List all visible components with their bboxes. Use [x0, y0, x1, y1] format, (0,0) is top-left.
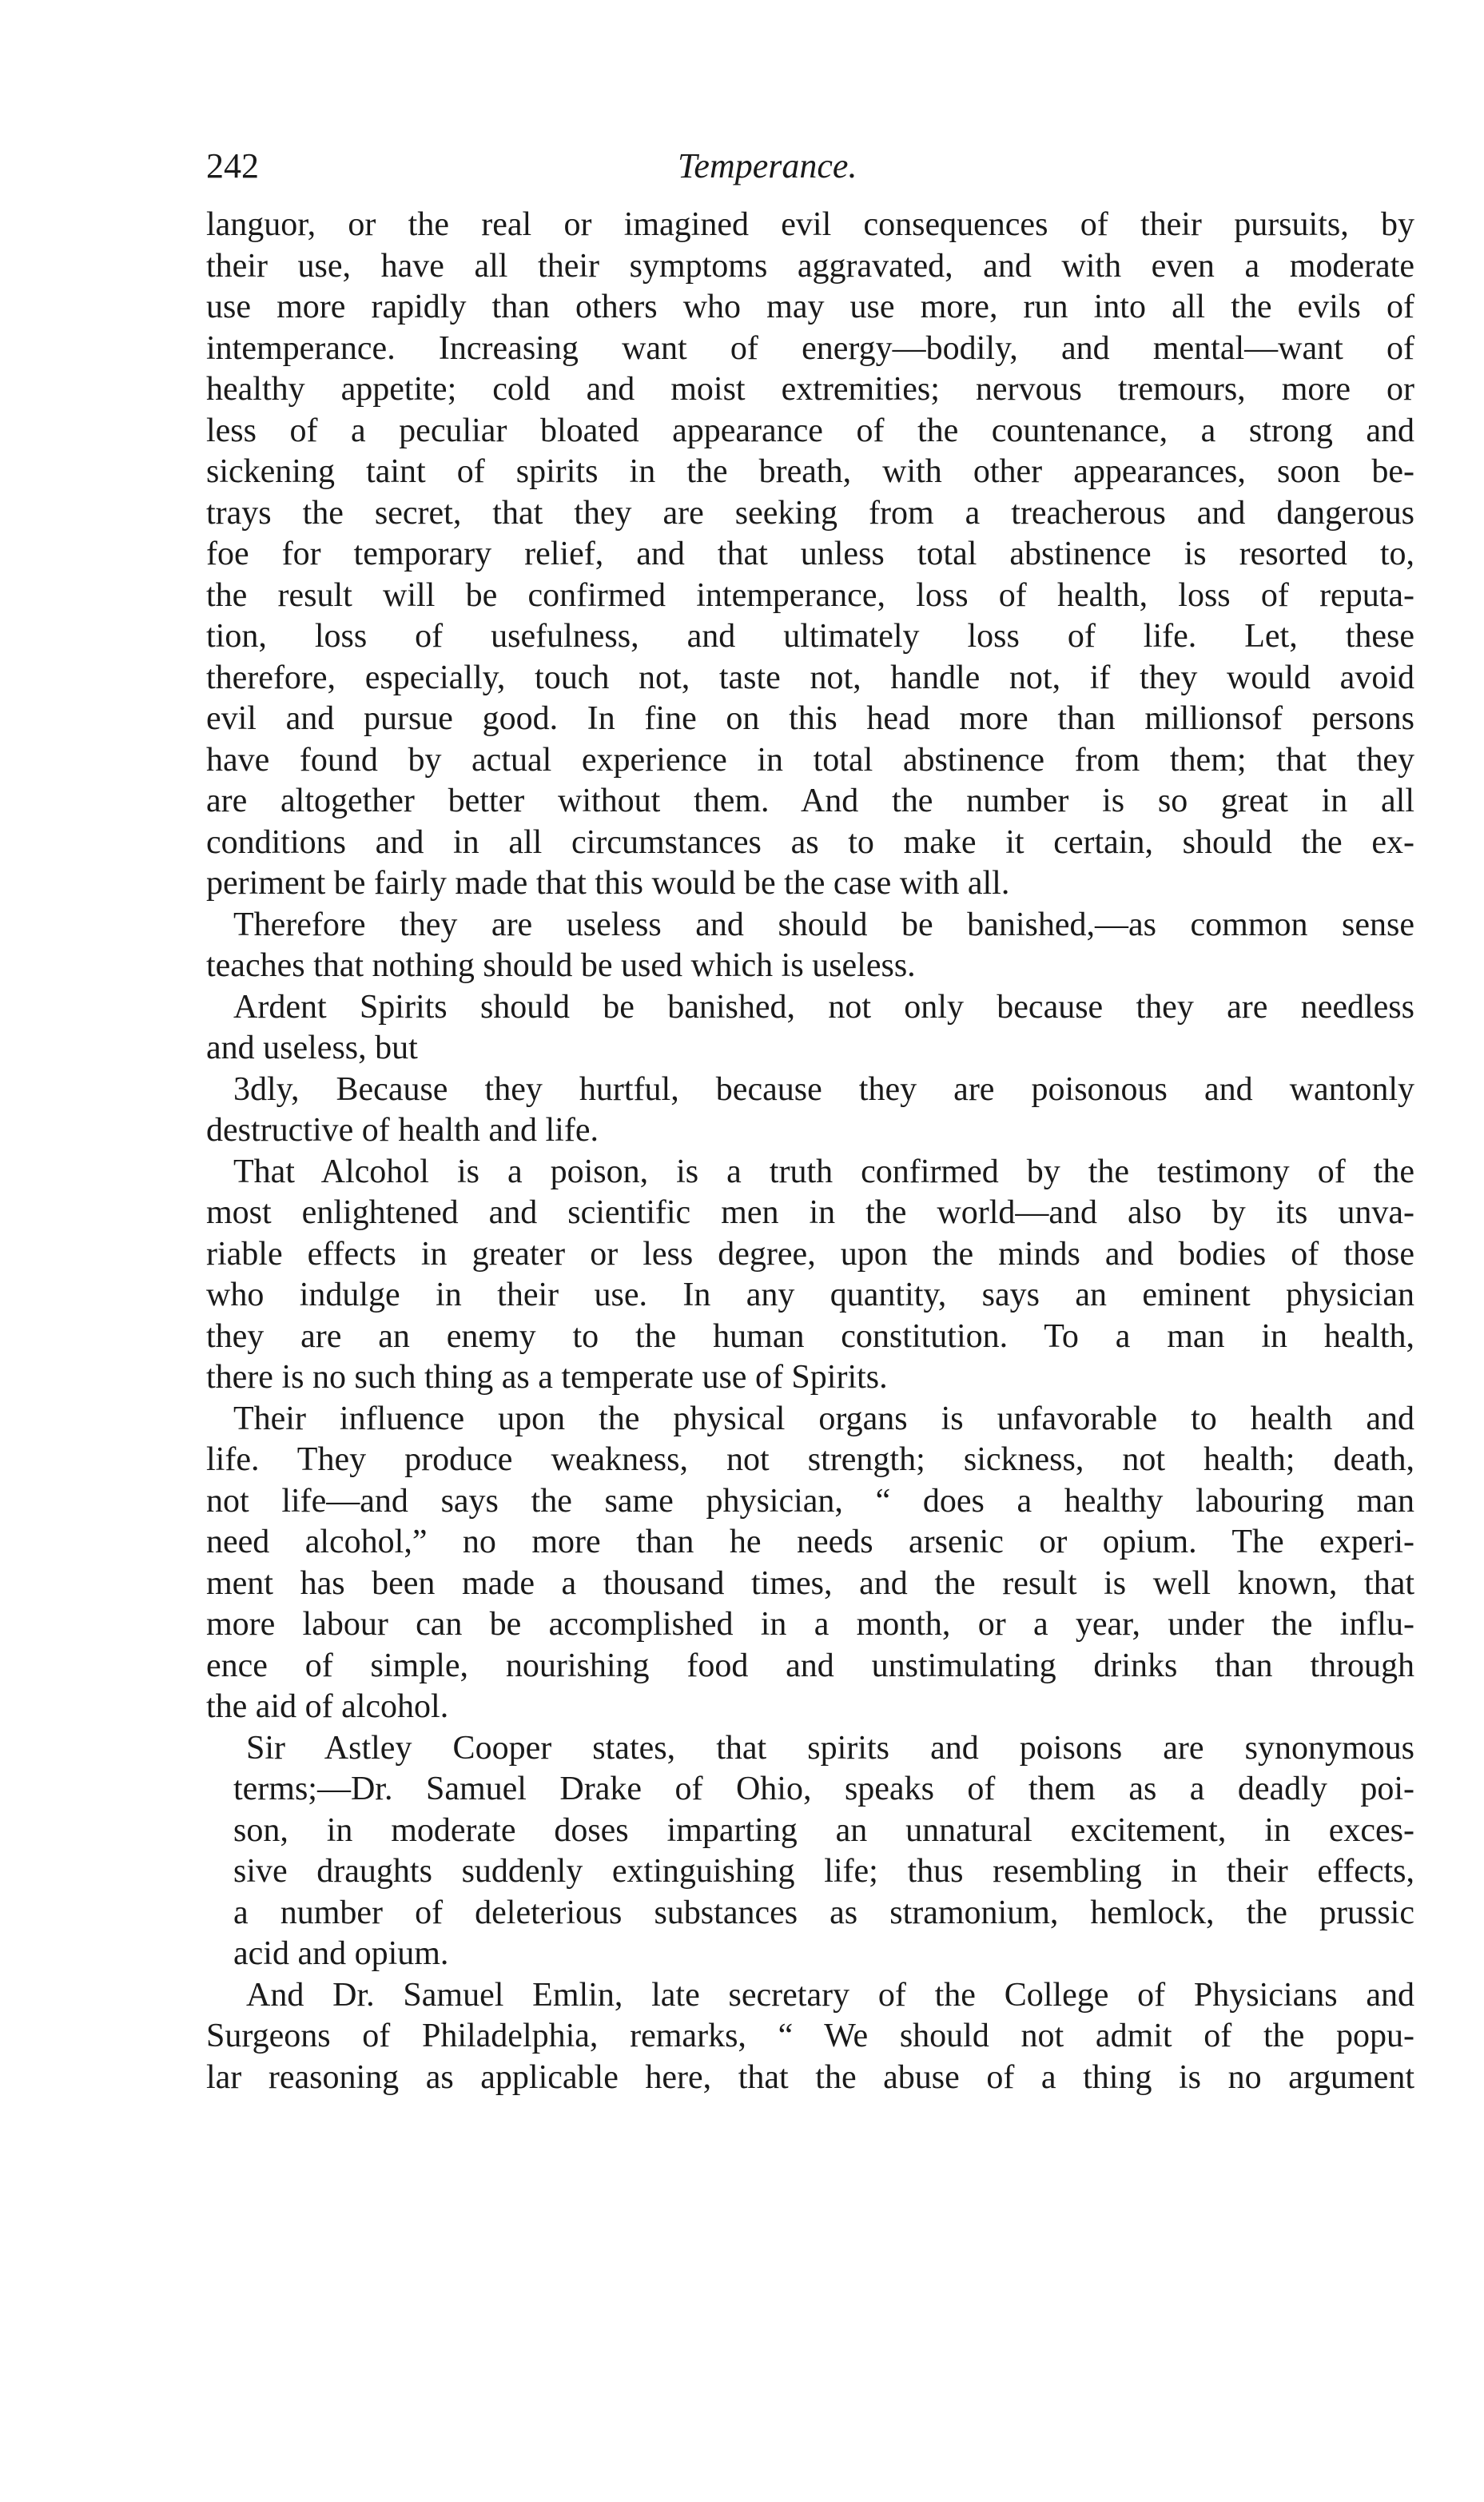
- text-line: who indulge in their use. In any quantity, says an eminent physician: [206, 1277, 1414, 1313]
- text-line: healthy appetite; cold and moist extremities; nervous tremours, more or: [206, 371, 1414, 408]
- text-line: are altogether better without them. And the number is so great in all: [206, 783, 1414, 819]
- text-line: they are an enemy to the human constitution. To a man in health,: [206, 1317, 1414, 1355]
- text-line: Ardent Spirits should be banished, not only because they are needless: [233, 988, 1414, 1026]
- text-line: acid and opium.: [233, 1935, 449, 1972]
- text-line: life. They produce weakness, not strength; sickness, not health; death,: [206, 1441, 1414, 1478]
- text-line: the aid of alcohol.: [206, 1688, 449, 1725]
- text-line: ence of simple, nourishing food and unstimulating drinks than through: [206, 1647, 1414, 1684]
- text-line: intemperance. Increasing want of energy—bodily, and mental—want of: [206, 329, 1414, 367]
- text-line: need alcohol,” no more than he needs arsenic or opium. The experi-: [206, 1524, 1414, 1560]
- text-line: therefore, especially, touch not, taste not, handle not, if they would avoid: [206, 659, 1414, 696]
- text-line: not life—and says the same physician, “ does a healthy labouring man: [206, 1482, 1414, 1520]
- text-line: most enlightened and scientific men in the world—and also by its unva-: [206, 1194, 1414, 1231]
- page-number: 242: [206, 146, 259, 185]
- text-line: ment has been made a thousand times, and the result is well known, that: [206, 1564, 1414, 1602]
- text-line: more labour can be accomplished in a month, or a year, under the influ-: [206, 1606, 1414, 1643]
- text-line: evil and pursue good. In fine on this head more than millionsof persons: [206, 700, 1414, 737]
- text-line: That Alcohol is a poison, is a truth confirmed by the testimony of the: [233, 1153, 1414, 1190]
- text-line: teaches that nothing should be used which is useless.: [206, 947, 916, 984]
- text-line: terms;—Dr. Samuel Drake of Ohio, speaks of them as a deadly poi-: [233, 1771, 1414, 1807]
- text-line: languor, or the real or imagined evil consequences of their pursuits, by: [206, 206, 1414, 243]
- text-line: and useless, but: [206, 1030, 418, 1066]
- text-line: foe for temporary relief, and that unless total abstinence is resorted to,: [206, 536, 1414, 572]
- text-line: Their influence upon the physical organs is unfavorable to health and: [233, 1400, 1414, 1437]
- text-line: sickening taint of spirits in the breath, with other appearances, soon be-: [206, 453, 1414, 490]
- text-line: sive draughts suddenly extinguishing life; thus resembling in their effects,: [233, 1853, 1414, 1890]
- text-line: son, in moderate doses imparting an unnatural excitement, in exces-: [233, 1811, 1414, 1849]
- text-line: riable effects in greater or less degree, upon the minds and bodies of those: [206, 1235, 1414, 1273]
- text-line: conditions and in all circumstances as to make it certain, should the ex-: [206, 823, 1414, 861]
- text-line: Therefore they are useless and should be banished,—as common sense: [233, 906, 1414, 943]
- text-line: use more rapidly than others who may use more, run into all the evils of: [206, 289, 1414, 325]
- text-line: periment be fairly made that this would be the case with all.: [206, 865, 1010, 902]
- text-line: 3dly, Because they hurtful, because they are poisonous and wantonly: [233, 1070, 1414, 1108]
- text-line: Surgeons of Philadelphia, remarks, “ We should not admit of the popu-: [206, 2018, 1414, 2054]
- text-line: destructive of health and life.: [206, 1112, 599, 1149]
- text-line: there is no such thing as a temperate use of Spirits.: [206, 1359, 888, 1396]
- text-line: trays the secret, that they are seeking from a treacherous and dangerous: [206, 494, 1414, 532]
- text-line: the result will be confirmed intemperance, loss of health, loss of reputa-: [206, 576, 1414, 614]
- text-line: And Dr. Samuel Emlin, late secretary of the College of Physicians and: [246, 1976, 1414, 2014]
- text-line: tion, loss of usefulness, and ultimately loss of life. Let, these: [206, 618, 1414, 655]
- body-text: [206, 205, 1414, 2098]
- text-line: Sir Astley Cooper states, that spirits and poisons are synonymous: [246, 1729, 1414, 1767]
- running-title: Temperance.: [678, 146, 857, 185]
- text-line: lar reasoning as applicable here, that the abuse of a thing is no argument: [206, 2058, 1414, 2096]
- text-line: their use, have all their symptoms aggravated, and with even a moderate: [206, 247, 1414, 285]
- page-header: [206, 142, 1405, 190]
- text-line: a number of deleterious substances as stramonium, hemlock, the prussic: [233, 1894, 1414, 1931]
- text-line: less of a peculiar bloated appearance of the countenance, a strong and: [206, 412, 1414, 449]
- text-line: have found by actual experience in total abstinence from them; that they: [206, 741, 1414, 779]
